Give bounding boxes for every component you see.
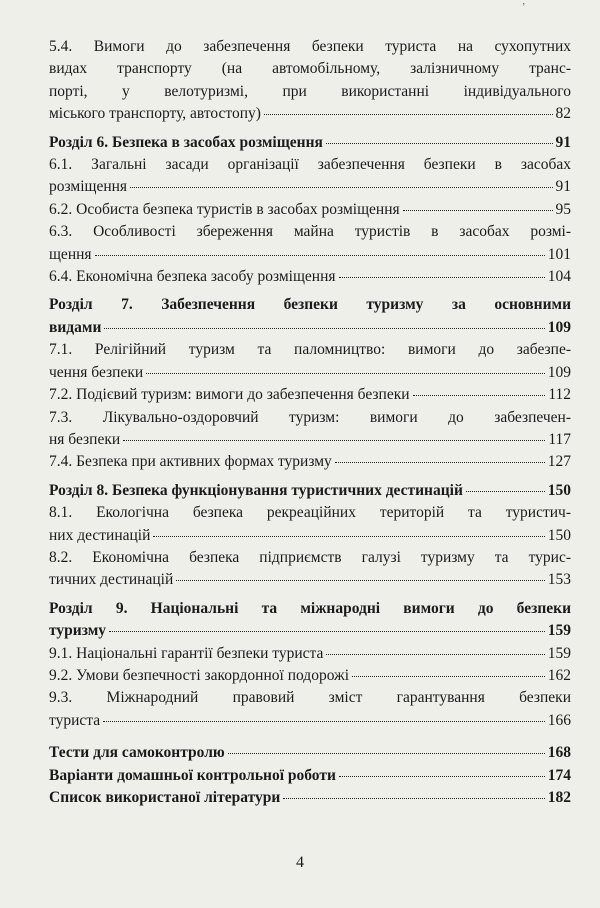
toc-page-number: 101 bbox=[547, 245, 571, 263]
toc-entry-last-line bbox=[49, 429, 571, 451]
toc-page-number: 117 bbox=[548, 430, 571, 448]
toc-entry-5-4 bbox=[49, 36, 571, 126]
toc-entry-6-3 bbox=[49, 221, 571, 266]
toc-entry-last-line bbox=[49, 362, 571, 384]
toc-entry-line: 7.3. Лікувально-оздоровчий туризм: вимоги до забезпечен- bbox=[49, 408, 571, 426]
toc-page-number: 109 bbox=[547, 318, 571, 336]
toc-entry-last-line bbox=[49, 665, 571, 687]
toc-entry-line: порті, у велотуризмі, при використанні індивідуального bbox=[49, 82, 571, 100]
toc-entry-line: 9.3. Міжнародний правовий зміст гарантування безпеки bbox=[49, 689, 571, 707]
toc-entry-last-line bbox=[49, 103, 571, 125]
toc-entry-8-2 bbox=[49, 547, 571, 592]
toc-entry-title: 6.2. Особиста безпека туристів в засобах розміщення bbox=[49, 200, 400, 218]
toc-entry-title: Варіанти домашньої контрольної роботи bbox=[49, 766, 336, 784]
toc-chapter-9 bbox=[49, 598, 571, 643]
toc-entry-line: 6.3. Особливості збереження майна туристів в засобах розмі- bbox=[49, 223, 571, 241]
dot-leader bbox=[95, 255, 545, 256]
toc-page-number: 82 bbox=[555, 105, 571, 123]
toc-entry-title: щення bbox=[49, 245, 92, 263]
dot-leader bbox=[339, 277, 545, 278]
toc-entry-line: видах транспорту (на автомобільному, залізничному транс- bbox=[49, 60, 571, 78]
dot-leader bbox=[283, 798, 544, 799]
toc-entry-last-line bbox=[49, 620, 571, 642]
dot-leader bbox=[339, 776, 545, 777]
toc-entry-6-2 bbox=[49, 199, 571, 221]
dot-leader bbox=[109, 631, 545, 632]
dot-leader bbox=[326, 654, 544, 655]
toc-entry-7-2 bbox=[49, 384, 571, 406]
dot-leader bbox=[264, 114, 553, 115]
toc-page-number: 91 bbox=[555, 178, 571, 196]
toc-entry-title: видами bbox=[49, 318, 102, 336]
toc-entry-last-line bbox=[49, 742, 571, 764]
toc-page-number: 112 bbox=[548, 386, 571, 404]
toc-page-number: 168 bbox=[547, 744, 571, 762]
toc-entry-7-3 bbox=[49, 407, 571, 452]
toc-page-number: 104 bbox=[547, 268, 571, 286]
toc-entry-last-line bbox=[49, 525, 571, 547]
toc-entry-last-line bbox=[49, 199, 571, 221]
toc-entry-title: ня безпеки bbox=[49, 430, 121, 448]
dot-leader bbox=[130, 187, 552, 188]
toc-page-number: 153 bbox=[547, 571, 571, 589]
dot-leader bbox=[466, 491, 545, 492]
toc-page-number: 95 bbox=[555, 200, 571, 218]
table-of-contents bbox=[49, 36, 571, 809]
toc-entry-last-line bbox=[49, 787, 571, 809]
toc-entry-line: 6.1. Загальні засади організації забезпечення безпеки в засобах bbox=[49, 156, 571, 174]
toc-entry-title: тичних дестинацій bbox=[49, 571, 174, 589]
toc-entry-title: них дестинацій bbox=[49, 526, 151, 544]
toc-chapter-7 bbox=[49, 294, 571, 339]
toc-entry-title: 7.4. Безпека при активних формах туризму bbox=[49, 453, 332, 471]
dot-leader bbox=[352, 676, 545, 677]
dot-leader bbox=[403, 210, 553, 211]
toc-page-number: 109 bbox=[547, 363, 571, 381]
toc-page-number: 91 bbox=[555, 133, 571, 151]
toc-entry-6-4 bbox=[49, 266, 571, 288]
page-number: 4 bbox=[296, 854, 304, 871]
dot-leader bbox=[176, 580, 545, 581]
dot-leader bbox=[413, 395, 546, 396]
toc-entry-9-2 bbox=[49, 665, 571, 687]
toc-entry-9-3 bbox=[49, 687, 571, 732]
dot-leader bbox=[103, 721, 545, 722]
toc-entry-title: міського транспорту, автостопу) bbox=[49, 105, 261, 123]
scan-mark: ʼ bbox=[522, 2, 526, 13]
toc-page-number: 159 bbox=[547, 644, 571, 662]
toc-entry-title: туриста bbox=[49, 711, 101, 729]
toc-entry-line: 5.4. Вимоги до забезпечення безпеки туриста на сухопутних bbox=[49, 38, 571, 55]
dot-leader bbox=[335, 462, 545, 463]
toc-entry-last-line bbox=[49, 643, 571, 665]
dot-leader bbox=[228, 753, 545, 754]
toc-entry-line: 8.2. Економічна безпека підприємств галузі туризму та турис- bbox=[49, 548, 571, 566]
toc-homework-variants bbox=[49, 765, 571, 787]
toc-page-number: 162 bbox=[547, 666, 571, 684]
toc-entry-line: 8.1. Екологічна безпека рекреаційних територій та туристич- bbox=[49, 504, 571, 522]
toc-page-number: 182 bbox=[547, 789, 571, 806]
toc-entry-title: 9.1. Національні гарантії безпеки туриста bbox=[49, 644, 324, 662]
toc-entry-title: розміщення bbox=[49, 178, 128, 196]
toc-page-number: 166 bbox=[547, 711, 571, 729]
toc-entry-7-1 bbox=[49, 339, 571, 384]
toc-page-number: 150 bbox=[547, 481, 571, 499]
dot-leader bbox=[326, 143, 553, 144]
toc-entry-title: 9.2. Умови безпечності закордонної подорожі bbox=[49, 666, 350, 684]
toc-entry-last-line bbox=[49, 569, 571, 591]
dot-leader bbox=[123, 440, 545, 441]
toc-entry-title: Розділ 8. Безпека функціонування туристичних дестинацій bbox=[49, 481, 463, 499]
toc-entry-last-line bbox=[49, 266, 571, 288]
toc-entry-line: Розділ 9. Національні та міжнародні вимоги до безпеки bbox=[49, 599, 571, 617]
toc-entry-last-line bbox=[49, 176, 571, 198]
toc-entry-last-line bbox=[49, 132, 571, 154]
toc-entry-last-line bbox=[49, 317, 571, 339]
toc-bibliography bbox=[49, 787, 571, 809]
toc-page-number: 127 bbox=[547, 453, 571, 471]
toc-chapter-6 bbox=[49, 132, 571, 154]
toc-entry-title: Розділ 6. Безпека в засобах розміщення bbox=[49, 133, 323, 151]
dot-leader bbox=[153, 536, 544, 537]
toc-tests bbox=[49, 742, 571, 764]
toc-entry-9-1 bbox=[49, 643, 571, 665]
toc-entry-last-line bbox=[49, 710, 571, 732]
toc-chapter-8 bbox=[49, 480, 571, 502]
toc-entry-7-4 bbox=[49, 451, 571, 473]
toc-entry-last-line bbox=[49, 480, 571, 502]
toc-entry-last-line bbox=[49, 451, 571, 473]
dot-leader bbox=[146, 373, 545, 374]
toc-entry-line: Розділ 7. Забезпечення безпеки туризму за основними bbox=[49, 296, 571, 314]
dot-leader bbox=[104, 328, 544, 329]
toc-entry-6-1 bbox=[49, 154, 571, 199]
toc-entry-title: 7.2. Подієвий туризм: вимоги до забезпечення безпеки bbox=[49, 386, 410, 404]
toc-entry-title: Тести для самоконтролю bbox=[49, 744, 225, 762]
toc-entry-line: 7.1. Релігійний туризм та паломництво: вимоги до забезпе- bbox=[49, 341, 571, 359]
toc-page-number: 159 bbox=[547, 622, 571, 640]
toc-entry-last-line bbox=[49, 244, 571, 266]
toc-entry-8-1 bbox=[49, 502, 571, 547]
toc-entry-title: туризму bbox=[49, 622, 107, 640]
toc-entry-last-line bbox=[49, 765, 571, 787]
toc-page-number: 174 bbox=[547, 766, 571, 784]
toc-entry-title: Список використаної літератури bbox=[49, 789, 281, 806]
toc-entry-last-line bbox=[49, 384, 571, 406]
toc-page-number: 150 bbox=[547, 526, 571, 544]
toc-entry-title: чення безпеки bbox=[49, 363, 144, 381]
toc-entry-title: 6.4. Економічна безпека засобу розміщення bbox=[49, 268, 336, 286]
